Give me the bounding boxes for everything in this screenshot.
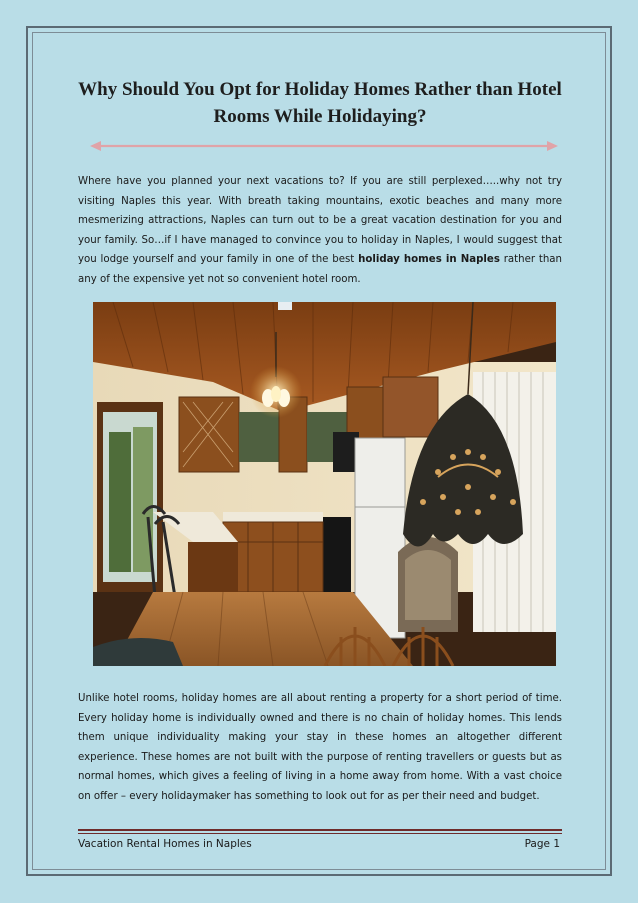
page-number: Page 1 xyxy=(524,838,560,850)
intro-paragraph: Where have you planned your next vacations to? If you are still perplexed…..why not try visiting Naples this year. With breath taking mountains, exotic beaches and many more mesmerizing attractions, Naples can turn out to be a great vacation destination for you and your family. So…if I have managed to convince you to holiday in Naples, I would suggest that you lodge yourself and your family in one of the best holiday homes in Naples rather than any of the expensive yet not so convenient hotel room. xyxy=(78,176,562,285)
double-arrow-divider xyxy=(90,139,558,153)
kitchen-photo xyxy=(93,302,556,666)
footer-title: Vacation Rental Homes in Naples xyxy=(78,838,252,850)
holiday-homes-link-text: holiday homes in Naples xyxy=(358,254,500,265)
footer-rule-thin xyxy=(78,833,562,834)
document-title: Why Should You Opt for Holiday Homes Rather than Hotel Rooms While Holidaying? xyxy=(78,79,562,127)
footer-rule-thick xyxy=(78,829,562,831)
body-paragraph: Unlike hotel rooms, holiday homes are all about renting a property for a short period of time. Every holiday home is individually owned and there is no chain of holiday homes. This lends them unique individuality making your stay in these homes an altogether different experience. These homes are not built with the purpose of renting travellers or guests but as normal homes, which gives a feeling of living in a home away from home. With a vast choice on offer – every holidaymaker has something to look out for as per their need and budget. xyxy=(78,693,562,802)
